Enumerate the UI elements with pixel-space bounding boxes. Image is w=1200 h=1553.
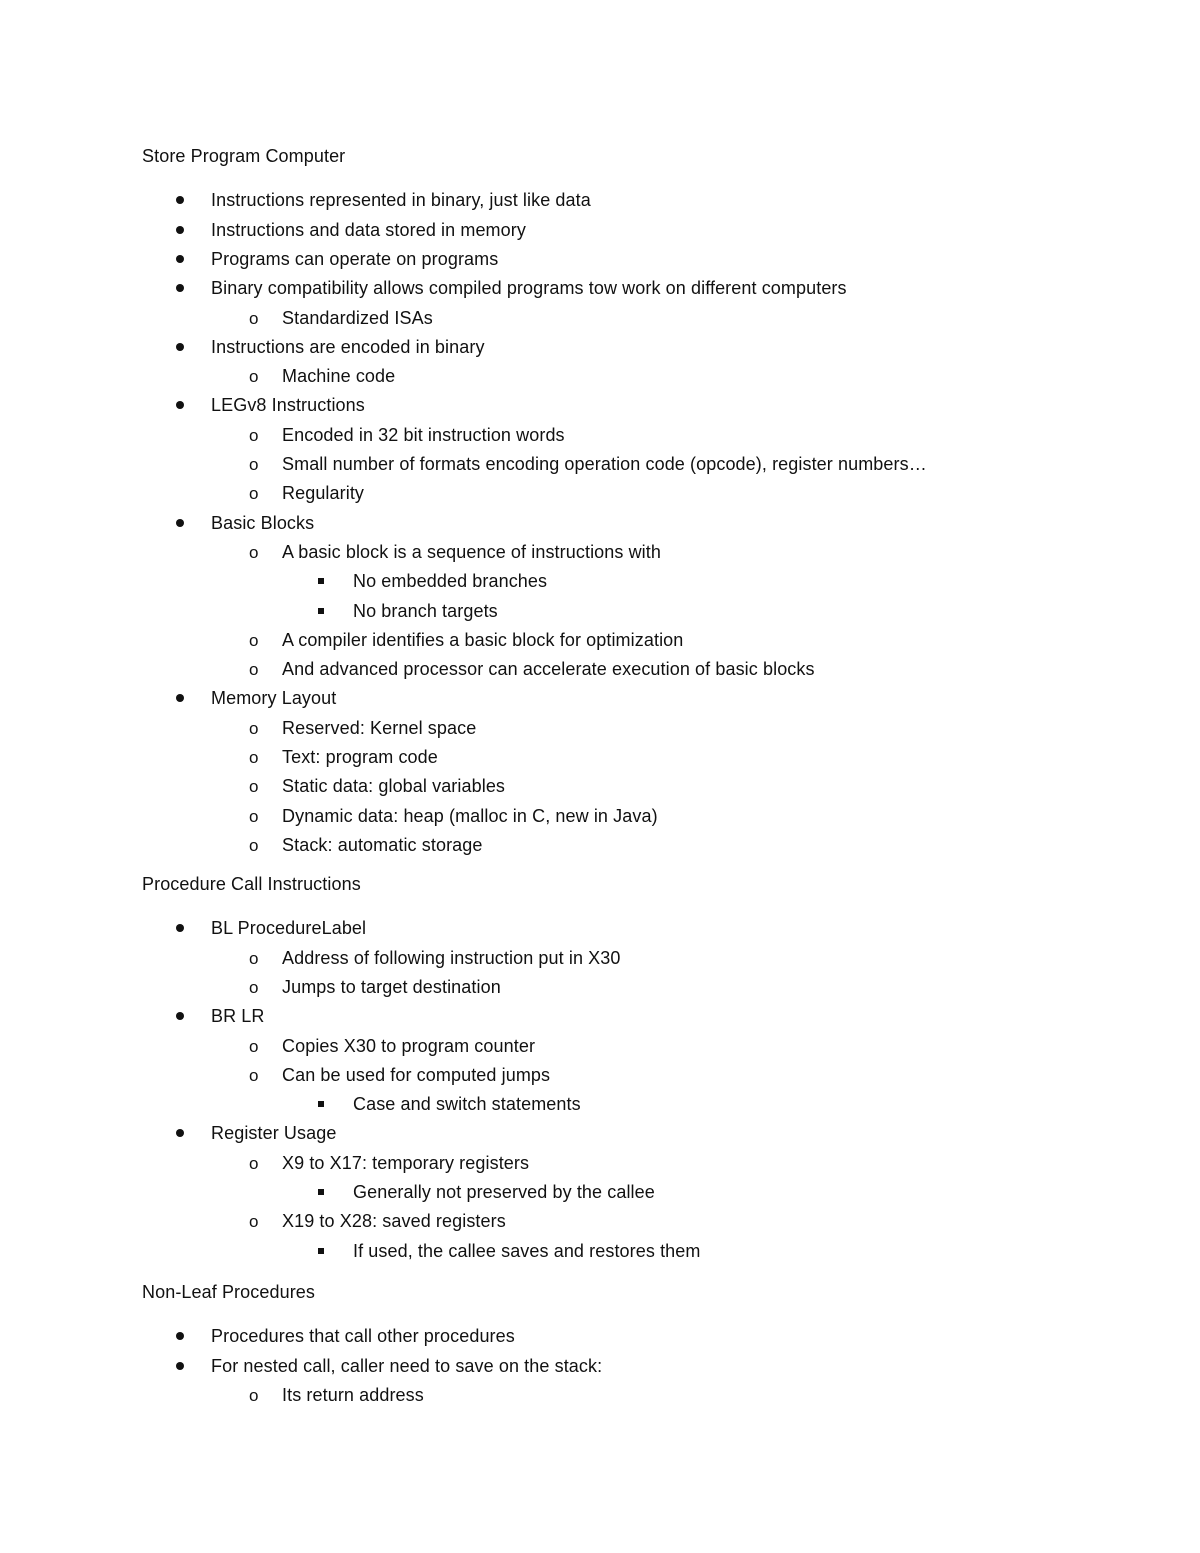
list-item-level-1: Basic Blocks (211, 512, 315, 533)
list-item-level-2: Small number of formats encoding operation code (opcode), register numbers… (282, 454, 927, 474)
list-item-level-3: Case and switch statements (353, 1094, 581, 1115)
list-item-level-2: Static data: global variables (282, 776, 506, 797)
list-item-level-2: X9 to X17: temporary registers (282, 1152, 530, 1173)
list-item-level-1: Instructions represented in binary, just like data (211, 190, 591, 211)
bullet-disc-icon (176, 924, 184, 932)
bullet-circle-icon: o (249, 777, 259, 797)
bullet-disc-icon (176, 1012, 184, 1020)
bullet-disc-icon (176, 343, 184, 351)
bullet-disc-icon (176, 1332, 184, 1340)
bullet-disc-icon (176, 401, 184, 409)
bullet-disc-icon (176, 196, 184, 204)
section-heading: Procedure Call Instructions (142, 874, 361, 894)
list-item-level-1: BL ProcedureLabel (211, 918, 367, 939)
bullet-circle-icon: o (249, 308, 259, 328)
list-item-level-1: Instructions are encoded in binary (211, 336, 485, 357)
list-item-level-2: Jumps to target destination (282, 976, 501, 997)
bullet-circle-icon: o (249, 484, 259, 504)
bullet-circle-icon: o (249, 660, 259, 680)
bullet-circle-icon: o (249, 806, 259, 826)
list-item-level-2: Copies X30 to program counter (282, 1035, 536, 1056)
bullet-disc-icon (176, 284, 184, 292)
list-item-level-1: Register Usage (211, 1123, 337, 1144)
list-item-level-3: Generally not preserved by the callee (353, 1182, 655, 1202)
list-item-level-2: Regularity (282, 483, 365, 504)
section-heading: Non-Leaf Procedures (142, 1282, 315, 1302)
list-item-level-3: If used, the callee saves and restores them (353, 1240, 701, 1261)
bullet-disc-icon (176, 255, 184, 263)
list-item-level-2: Stack: automatic storage (282, 834, 483, 855)
list-item-level-2: Encoded in 32 bit instruction words (282, 424, 565, 445)
list-item-level-1: LEGv8 Instructions (211, 395, 365, 416)
bullet-circle-icon: o (249, 1036, 259, 1056)
list-item-level-2: Text: program code (282, 747, 438, 767)
bullet-circle-icon: o (249, 1212, 259, 1232)
list-item-level-1: Memory Layout (211, 688, 337, 709)
bullet-circle-icon: o (249, 425, 259, 445)
bullet-circle-icon: o (249, 630, 259, 650)
bullet-disc-icon (176, 1129, 184, 1137)
bullet-circle-icon: o (249, 455, 259, 474)
list-item-level-2: A basic block is a sequence of instructions with (282, 541, 661, 562)
list-item-level-2: Address of following instruction put in X30 (282, 947, 621, 968)
list-item-level-2: A compiler identifies a basic block for optimization (282, 629, 684, 650)
bullet-circle-icon: o (249, 367, 259, 387)
list-item-level-3: No branch targets (353, 600, 498, 621)
bullet-square-icon (318, 608, 324, 614)
list-item-level-2: And advanced processor can accelerate execution of basic blocks (282, 659, 815, 680)
bullet-square-icon (318, 578, 324, 584)
bullet-disc-icon (176, 1362, 184, 1370)
bullet-circle-icon: o (249, 1153, 259, 1173)
list-item-level-1: Instructions and data stored in memory (211, 219, 526, 240)
list-item-level-2: Standardized ISAs (282, 307, 433, 328)
list-item-level-1: Binary compatibility allows compiled programs tow work on different computers (211, 278, 847, 299)
bullet-square-icon (318, 1101, 324, 1107)
bullet-disc-icon (176, 694, 184, 702)
bullet-square-icon (318, 1189, 324, 1195)
list-item-level-1: Programs can operate on programs (211, 248, 499, 269)
list-item-level-3: No embedded branches (353, 571, 548, 592)
bullet-disc-icon (176, 519, 184, 527)
bullet-circle-icon: o (249, 748, 259, 767)
bullet-disc-icon (176, 226, 184, 234)
bullet-circle-icon: o (249, 718, 259, 738)
bullet-circle-icon: o (249, 977, 259, 997)
list-item-level-2: Machine code (282, 366, 396, 387)
list-item-level-2: Can be used for computed jumps (282, 1064, 551, 1085)
bullet-circle-icon: o (249, 835, 259, 855)
bullet-circle-icon: o (249, 542, 259, 562)
list-item-level-2: Reserved: Kernel space (282, 717, 477, 738)
bullet-square-icon (318, 1248, 324, 1254)
bullet-circle-icon: o (249, 1065, 259, 1085)
list-item-level-2: X19 to X28: saved registers (282, 1211, 506, 1232)
list-item-level-1: Procedures that call other procedures (211, 1326, 515, 1347)
section-heading: Store Program Computer (142, 146, 346, 166)
list-item-level-2: Its return address (282, 1384, 424, 1405)
bullet-circle-icon: o (249, 948, 259, 968)
list-item-level-1: For nested call, caller need to save on the stack: (211, 1355, 603, 1376)
list-item-level-1: BR LR (211, 1006, 265, 1027)
bullet-circle-icon: o (249, 1385, 259, 1405)
list-item-level-2: Dynamic data: heap (malloc in C, new in Java) (282, 805, 658, 826)
